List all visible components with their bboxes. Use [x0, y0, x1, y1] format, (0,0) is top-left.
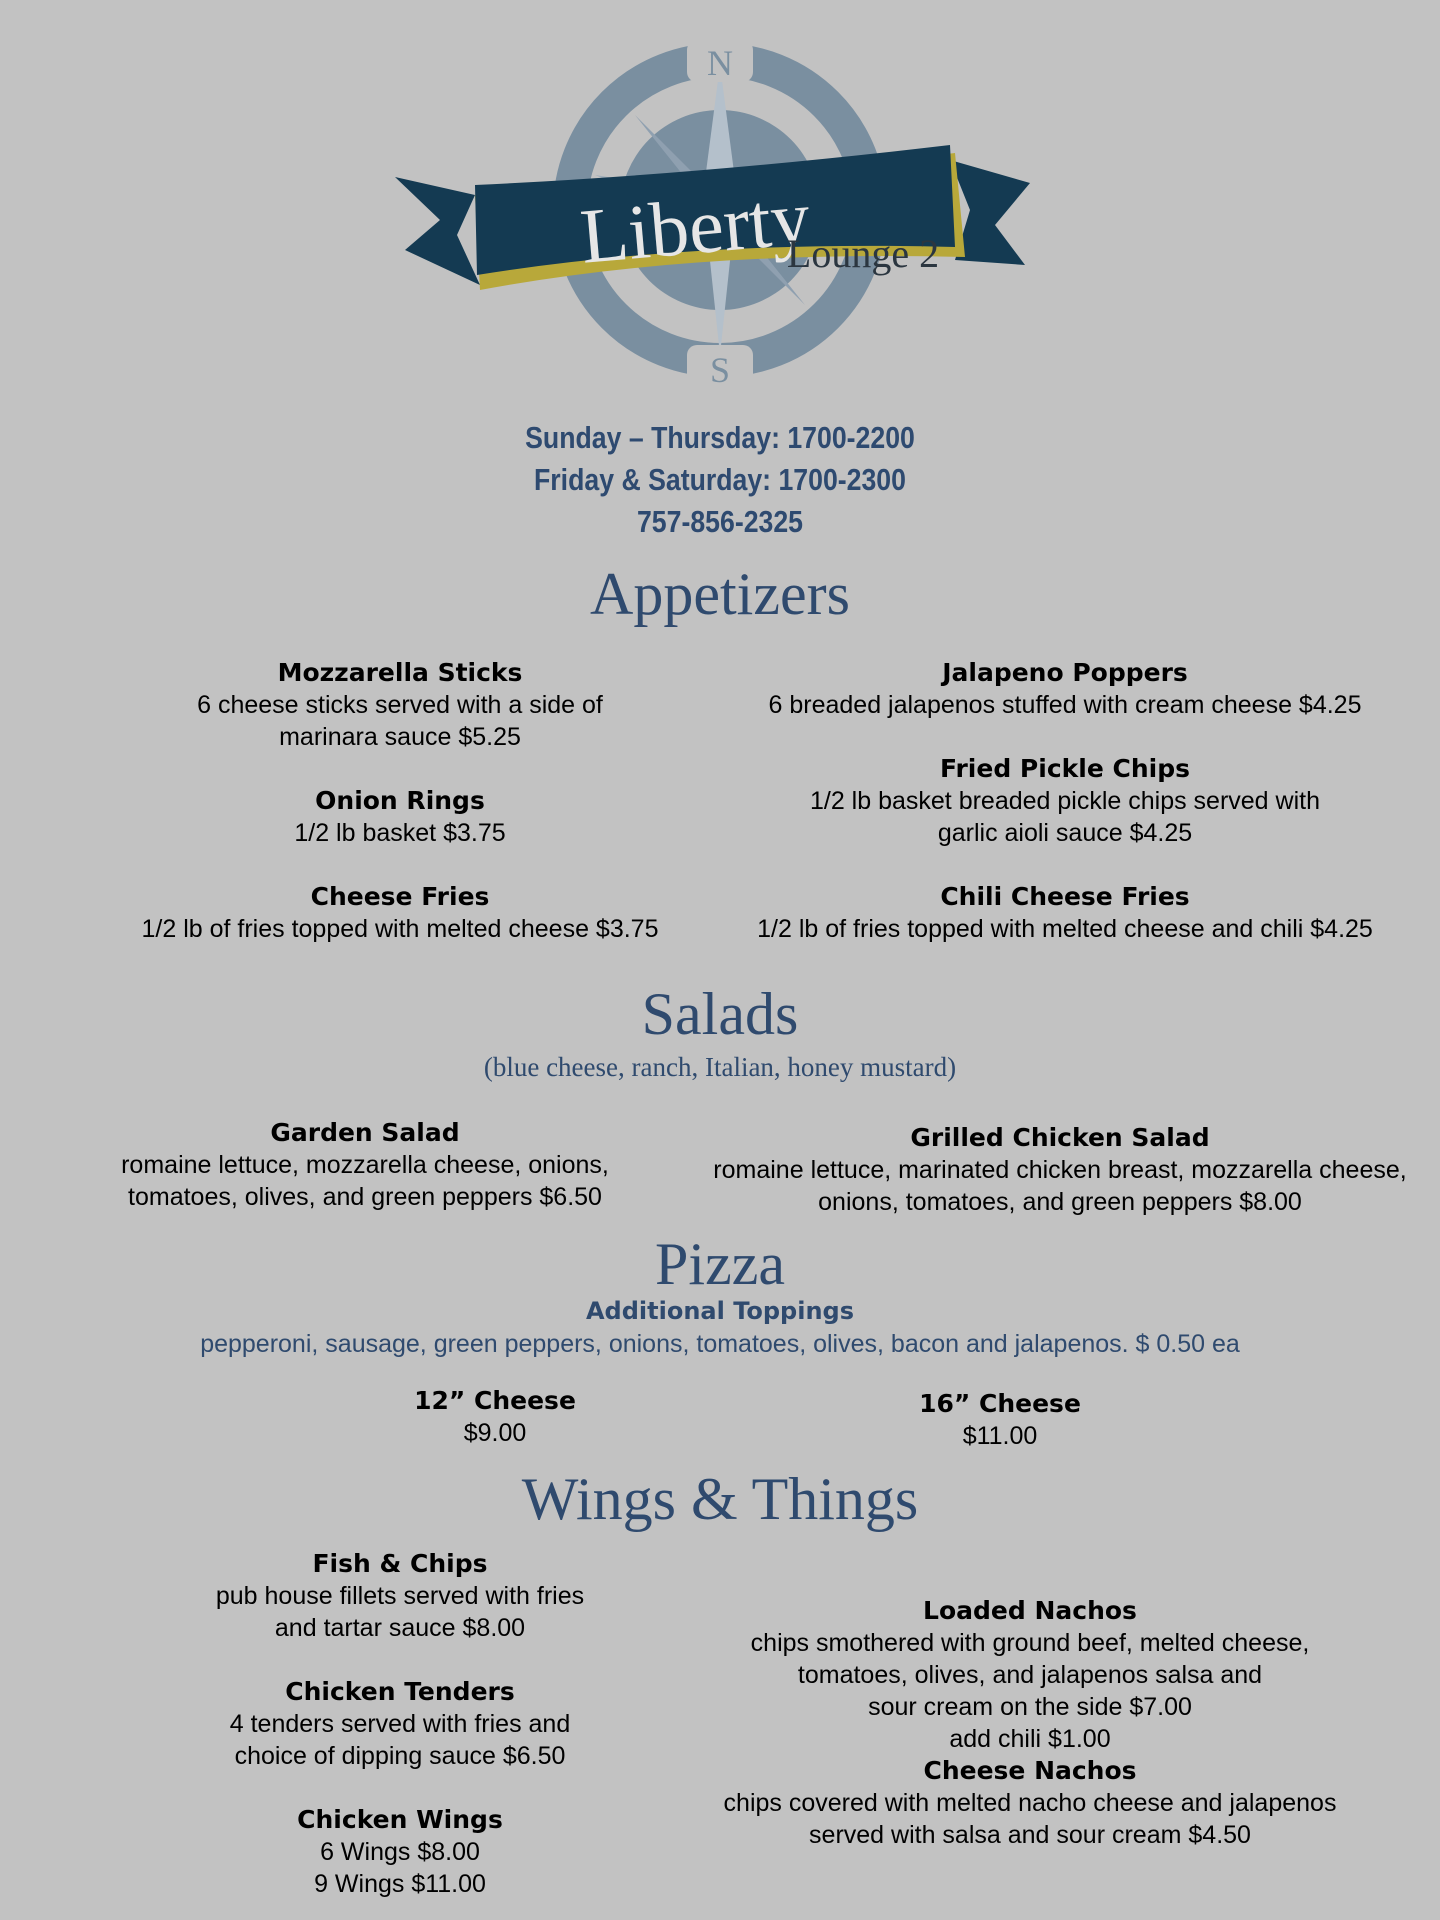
pizza-12-cheese	[340, 1385, 650, 1449]
item-name: 12” Cheese	[414, 1386, 576, 1415]
item-name: Fried Pickle Chips	[940, 754, 1190, 783]
item-price: $9.00	[463, 1419, 527, 1447]
item-desc: pub house fillets served with fries	[215, 1582, 585, 1610]
toppings-list: pepperoni, sausage, green peppers, onions, tomatoes, olives, bacon and jalapenos. $ 0.50 ea	[200, 1330, 1240, 1358]
item-desc: tomatoes, olives, and jalapenos salsa and	[797, 1661, 1263, 1689]
item-desc: 1/2 lb of fries topped with melted cheese $3.75	[141, 915, 659, 943]
item-name: Chicken Wings	[297, 1805, 503, 1834]
item-desc: garlic aioli sauce $4.25	[937, 819, 1193, 847]
garden-salad	[60, 1117, 670, 1213]
item-name: Grilled Chicken Salad	[910, 1123, 1210, 1152]
hours-weekend: Friday & Saturday: 1700-2300	[534, 462, 906, 497]
item-name: Fish & Chips	[312, 1549, 488, 1578]
item-desc: choice of dipping sauce $6.50	[234, 1742, 566, 1770]
item-desc: 4 tenders served with fries and	[229, 1710, 571, 1738]
salad-dressings: (blue cheese, ranch, Italian, honey mustard)	[483, 1052, 957, 1082]
item-desc: 9 Wings $11.00	[314, 1870, 486, 1898]
wings-title: Wings & Things	[521, 1466, 919, 1532]
salads-title: Salads	[641, 981, 799, 1047]
item-price: $11.00	[962, 1422, 1038, 1450]
item-desc: 1/2 lb basket breaded pickle chips served with	[809, 787, 1320, 815]
item-desc: 1/2 lb of fries topped with melted cheese and chili $4.25	[757, 915, 1373, 943]
grilled-chicken-salad	[680, 1122, 1440, 1218]
hours-weekday: Sunday – Thursday: 1700-2200	[525, 420, 915, 455]
item-desc: chips smothered with ground beef, melted cheese,	[750, 1629, 1310, 1657]
item-desc: and tartar sauce $8.00	[274, 1614, 526, 1642]
item-desc: 1/2 lb basket $3.75	[294, 819, 506, 847]
logo-subtitle: Lounge 2	[786, 231, 940, 276]
item-desc: add chili $1.00	[949, 1725, 1111, 1753]
item-name: Chicken Tenders	[285, 1677, 515, 1706]
item-name: Onion Rings	[315, 786, 485, 815]
item-desc: romaine lettuce, mozzarella cheese, onions,	[121, 1151, 609, 1179]
item-desc: 6 cheese sticks served with a side of	[197, 691, 603, 719]
svg-text:S: S	[709, 350, 731, 390]
item-name: Loaded Nachos	[923, 1596, 1137, 1625]
pizza-title: Pizza	[655, 1231, 785, 1297]
item-desc: 6 breaded jalapenos stuffed with cream cheese $4.25	[768, 691, 1362, 719]
item-desc: chips covered with melted nacho cheese and jalapenos	[723, 1789, 1337, 1817]
item-desc: 6 Wings $8.00	[320, 1838, 480, 1866]
item-name: Mozzarella Sticks	[277, 658, 523, 687]
item-name: Garden Salad	[270, 1118, 460, 1147]
item-name: Jalapeno Poppers	[942, 658, 1188, 687]
appetizers-title: Appetizers	[590, 561, 850, 627]
item-name: Cheese Fries	[310, 882, 490, 911]
svg-text:N: N	[707, 43, 733, 83]
item-desc: tomatoes, olives, and green peppers $6.50	[128, 1183, 602, 1211]
item-desc: sour cream on the side $7.00	[868, 1693, 1192, 1721]
appetizers-left-column	[100, 657, 700, 945]
wings-right-column	[690, 1595, 1370, 1851]
item-name: 16” Cheese	[919, 1389, 1081, 1418]
wings-left-column	[100, 1548, 700, 1900]
item-name: Chili Cheese Fries	[940, 882, 1190, 911]
appetizers-right-column	[720, 657, 1410, 945]
item-desc: onions, tomatoes, and green peppers $8.00	[818, 1188, 1302, 1216]
liberty-lounge-logo	[395, 35, 1030, 395]
item-name: Cheese Nachos	[923, 1756, 1137, 1785]
item-desc: romaine lettuce, marinated chicken breast, mozzarella cheese,	[713, 1156, 1407, 1184]
pizza-16-cheese	[840, 1388, 1160, 1452]
additional-toppings-title: Additional Toppings	[585, 1297, 855, 1325]
item-desc: served with salsa and sour cream $4.50	[809, 1821, 1251, 1849]
item-desc: marinara sauce $5.25	[279, 723, 521, 751]
svg-text:Liberty: Liberty	[576, 173, 814, 280]
phone-number: 757-856-2325	[636, 504, 804, 539]
